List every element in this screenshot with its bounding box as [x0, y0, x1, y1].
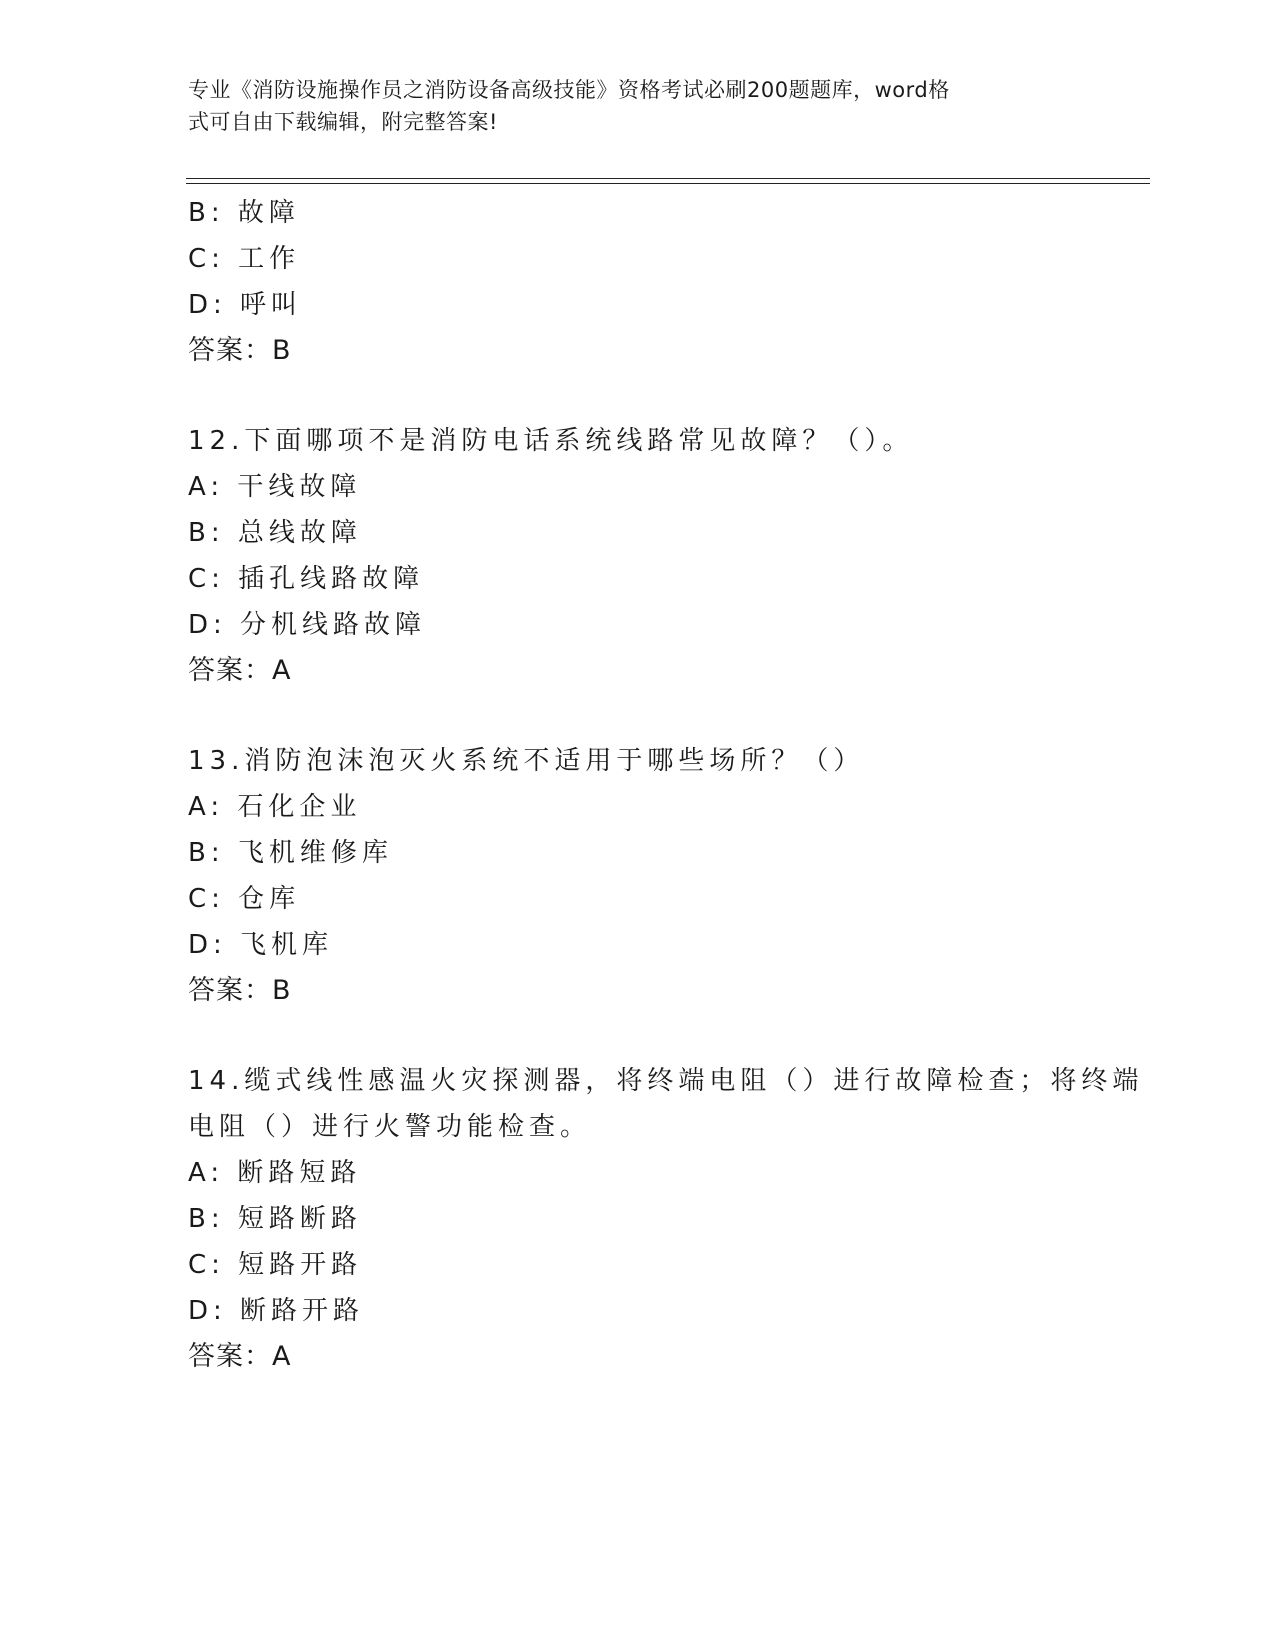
option-d: D: 飞机库 — [188, 930, 334, 960]
header-divider-bottom — [186, 183, 1150, 184]
option-b: B: 故障 — [188, 198, 300, 228]
option-c: C: 工作 — [188, 244, 301, 274]
answer-text: 答案：A — [188, 1341, 292, 1372]
question-text-line-1: 14.缆式线性感温火灾探测器，将终端电阻（）进行故障检查；将终端 — [188, 1066, 1144, 1096]
answer-text: 答案：A — [188, 655, 292, 686]
question-text-line-2: 电阻（）进行火警功能检查。 — [188, 1112, 592, 1142]
option-d: D: 呼叫 — [188, 290, 303, 320]
question-block-12 — [188, 418, 1088, 694]
option-b: B: 总线故障 — [188, 518, 362, 548]
option-c: C: 插孔线路故障 — [188, 564, 425, 594]
question-block-13 — [188, 738, 1088, 1014]
header-line-1: 专业《消防设施操作员之消防设备高级技能》资格考试必刷200题题库，word格 — [188, 78, 950, 102]
question-text: 13.消防泡沫泡灭火系统不适用于哪些场所？（） — [188, 746, 865, 776]
answer-text: 答案：B — [188, 975, 292, 1006]
header-line-2: 式可自由下载编辑，附完整答案! — [188, 110, 498, 134]
option-a: A: 石化企业 — [188, 792, 362, 822]
option-b: B: 飞机维修库 — [188, 838, 393, 868]
document-header — [188, 74, 1068, 138]
option-d: D: 断路开路 — [188, 1296, 365, 1326]
answer-text: 答案：B — [188, 335, 292, 366]
question-block-11 — [188, 190, 1088, 374]
option-a: A: 断路短路 — [188, 1158, 362, 1188]
option-a: A: 干线故障 — [188, 472, 362, 502]
header-divider-top — [186, 178, 1150, 179]
question-list — [188, 190, 1144, 1424]
question-text: 12.下面哪项不是消防电话系统线路常见故障？（）。 — [188, 426, 914, 456]
option-c: C: 短路开路 — [188, 1250, 363, 1280]
option-b: B: 短路断路 — [188, 1204, 362, 1234]
option-d: D: 分机线路故障 — [188, 610, 427, 640]
option-c: C: 仓库 — [188, 884, 301, 914]
question-block-14 — [188, 1058, 1144, 1380]
